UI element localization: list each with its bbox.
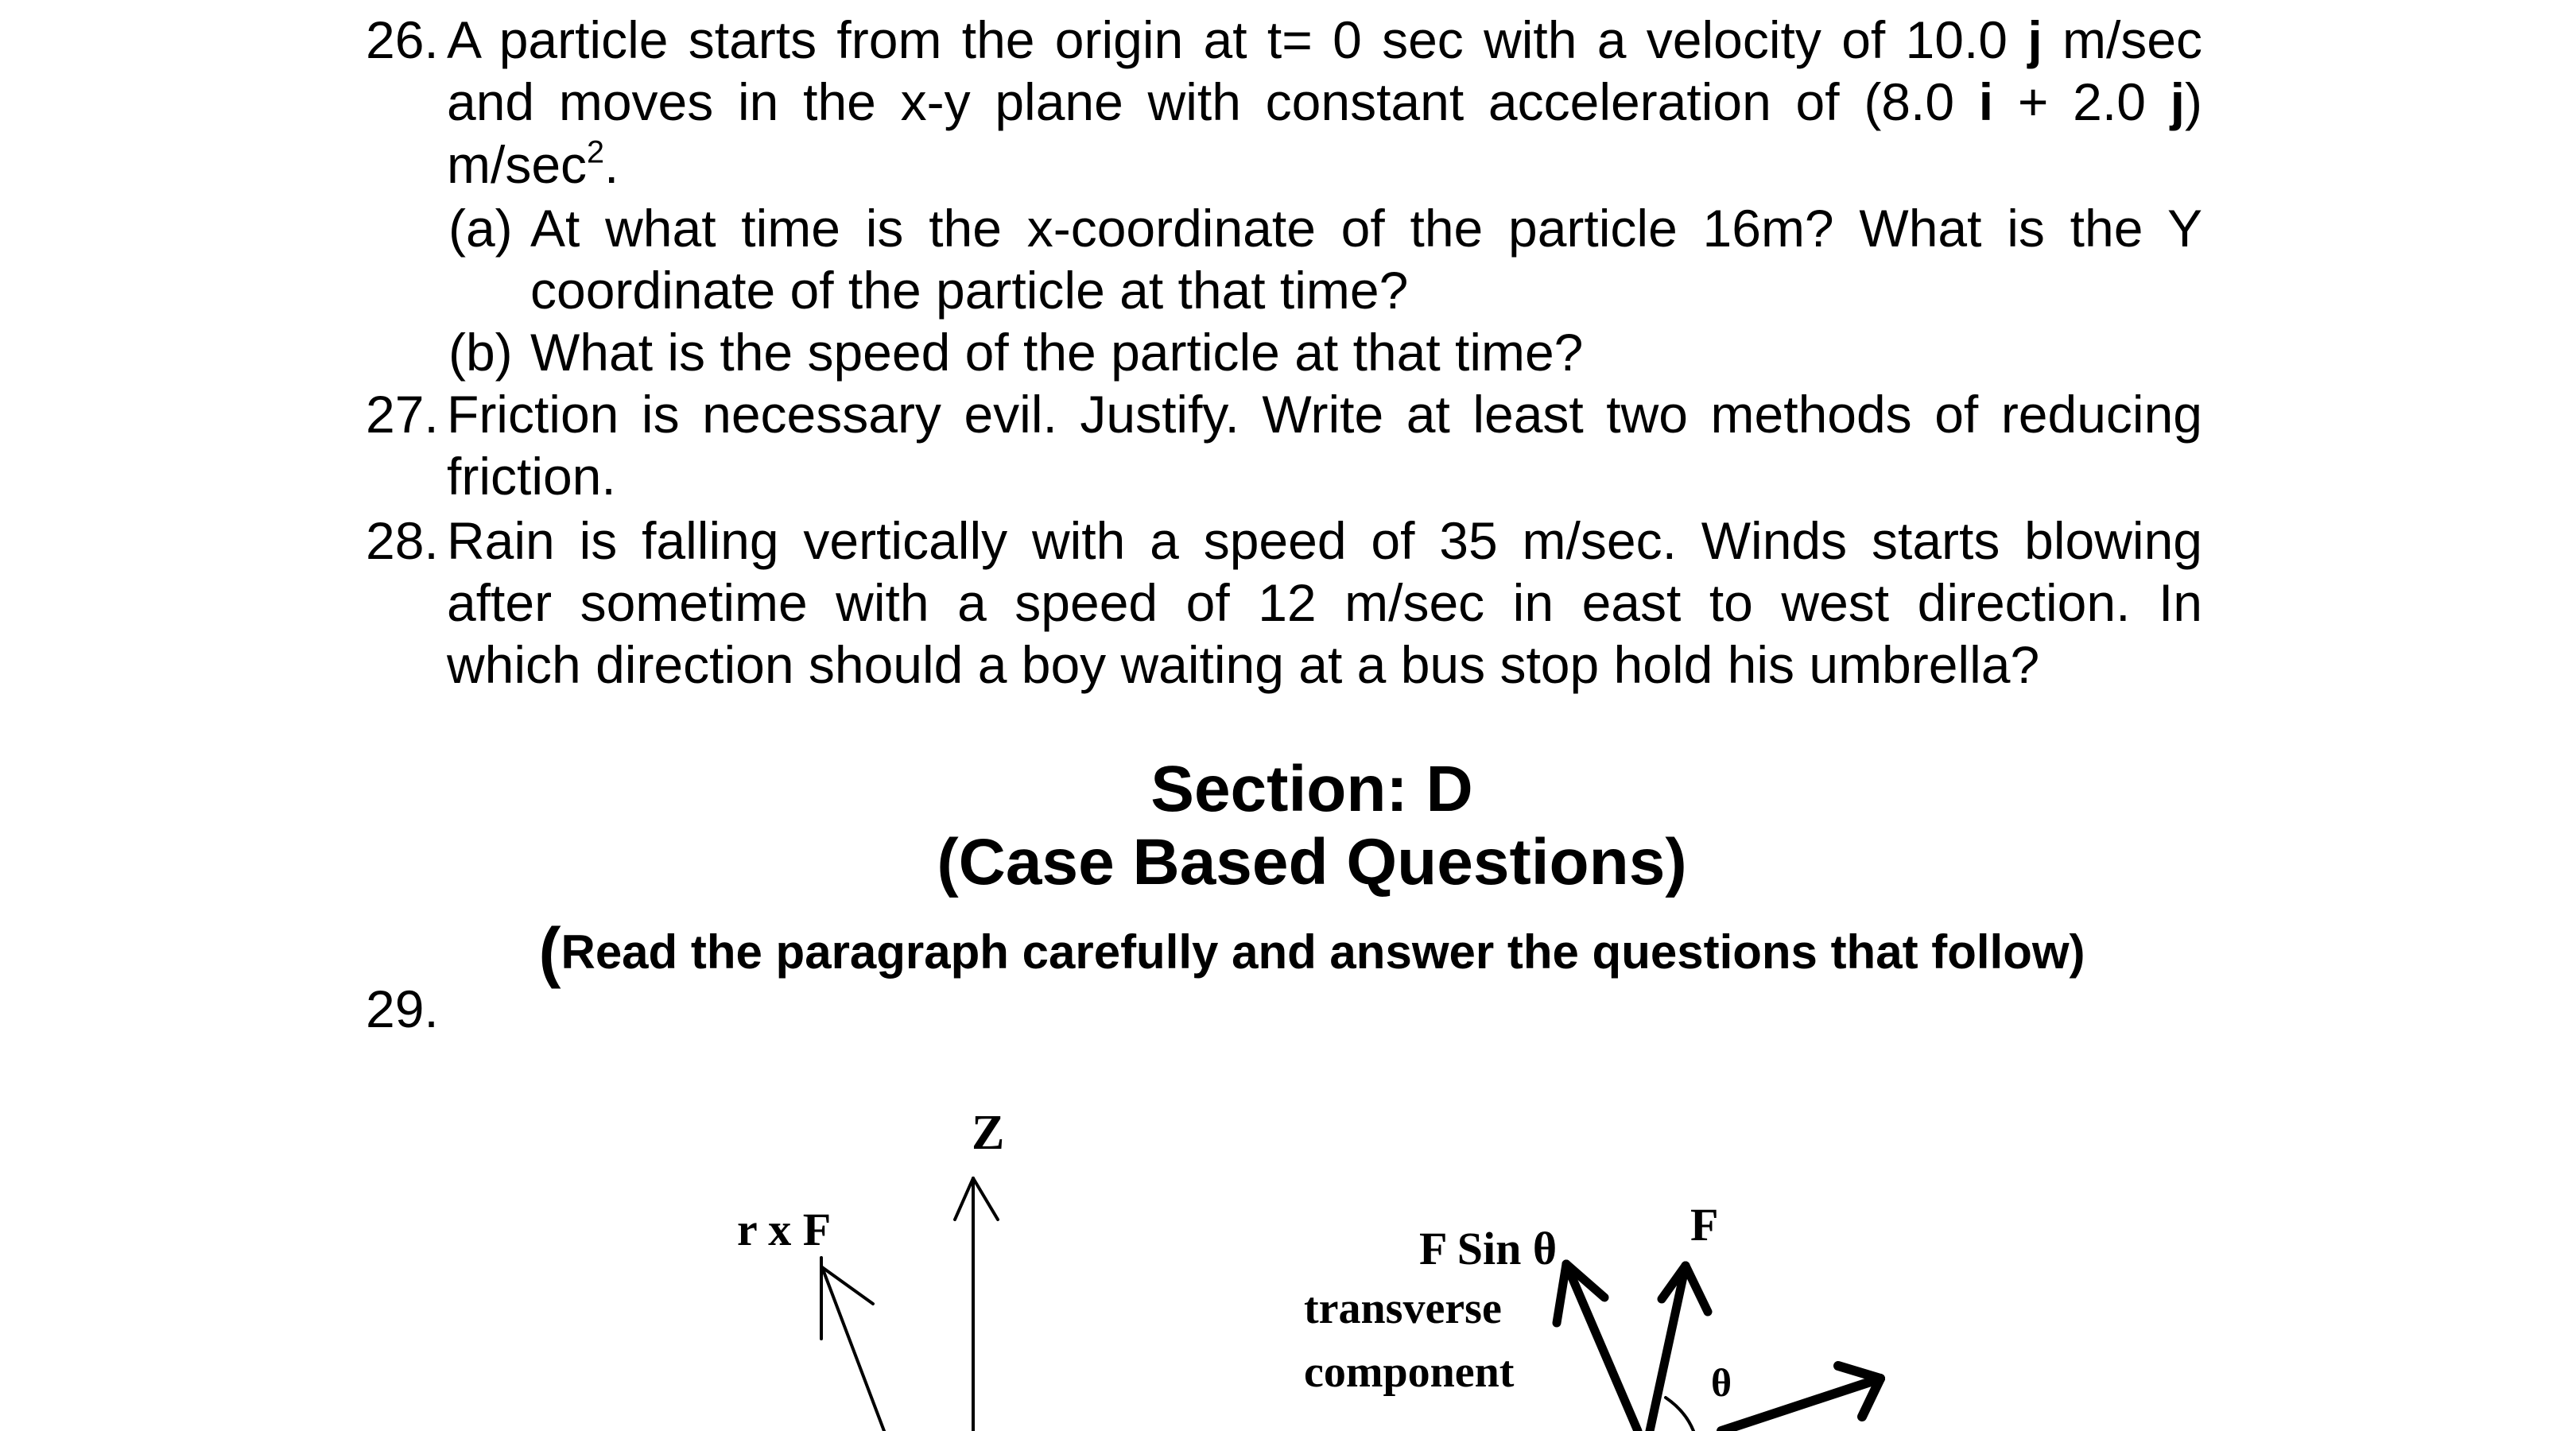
f-sin-theta-label: F Sin θ [1419,1223,1558,1274]
question-text-line: Rain is falling vertically with a speed of 35 m/sec. Winds starts blowing [447,511,2202,570]
torque-vector-arrow [821,1258,884,1431]
force-label: F [1690,1199,1719,1251]
question-number: 29. [366,979,439,1038]
question-text-line: friction. [447,447,616,506]
z-axis-arrow [955,1178,998,1431]
question-number: 26. [366,10,439,69]
unit-vector-j: j [2027,10,2043,69]
torque-label: r x F [737,1204,832,1255]
z-axis-label: Z [972,1106,1005,1160]
theta-label: θ [1711,1360,1732,1405]
section-title: Section: D [1150,753,1473,825]
theta-angle-arc [1666,1398,1693,1431]
question-text-line: Friction is necessary evil. Justify. Write at least two methods of reducing [447,385,2202,444]
question-text-line: which direction should a boy waiting at a bus stop hold his umbrella? [447,635,2040,694]
force-vector-arrow [1650,1266,1708,1431]
component-label: component [1304,1348,1515,1397]
position-vector-arrow [1721,1366,1880,1431]
transverse-label: transverse [1304,1284,1502,1333]
sub-question-text: coordinate of the particle at that time? [530,261,1409,320]
section-instruction: (Read the paragraph carefully and answer the questions that follow) [538,914,2085,989]
sub-question-label: (a) [448,199,513,258]
sub-question-text: What is the speed of the particle at that time? [530,323,1584,382]
question-number: 28. [366,511,439,570]
sub-question-text: At what time is the x-coordinate of the particle 16m? What is the Y [530,199,2202,258]
question-text-line: and moves in the x-y plane with constant acceleration of (8.0 i + 2.0 j) [447,72,2202,131]
question-number: 27. [366,385,439,444]
transverse-component-arrow [1557,1264,1638,1431]
unit-vector-j: j [2170,72,2186,131]
question-text-line: after sometime with a speed of 12 m/sec in east to west direction. In [447,573,2202,632]
unit-vector-i: i [1978,72,1994,131]
section-subtitle: (Case Based Questions) [937,826,1687,898]
sub-question-label: (b) [448,323,513,382]
question-text-line: A particle starts from the origin at t= 0 sec with a velocity of 10.0 j m/sec [447,10,2202,69]
question-text-line: $m/\sec^2$. [447,134,619,194]
